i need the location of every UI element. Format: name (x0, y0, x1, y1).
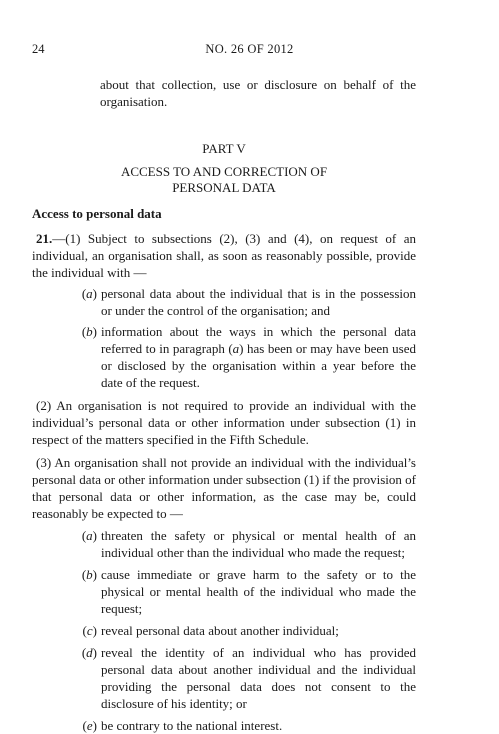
paragraph-label: (c) (82, 623, 97, 638)
paragraph-text: cause immediate or grave harm to the safety or to the physical or mental health of the individual who made the request; (101, 567, 416, 616)
part-number: PART V (202, 141, 246, 156)
paragraph-reference: a (232, 341, 240, 356)
list-item (32, 527, 416, 561)
list-item (32, 622, 416, 639)
list-item (32, 644, 416, 712)
subsection-1 (32, 230, 416, 281)
paragraph-text: threaten the safety or physical or mental health of an individual other than the individual who made the request; (101, 528, 416, 560)
section-heading: Access to personal data (32, 206, 162, 221)
page-body (32, 76, 416, 734)
continuation-text: about that collection, use or disclosure on behalf of the organisation. (100, 77, 416, 109)
act-title: NO. 26 OF 2012 (205, 42, 294, 56)
subsection-3-paragraphs (32, 527, 416, 734)
paragraph-label: (e) (82, 718, 97, 733)
paragraph-text: be contrary to the national interest. (101, 718, 283, 733)
part-title-line-2: PERSONAL DATA (172, 180, 276, 195)
paragraph-label: (b) (81, 567, 97, 582)
paragraph-text: reveal personal data about another individual; (101, 623, 339, 638)
part-title (32, 164, 416, 196)
paragraph-label: (d) (81, 645, 97, 660)
subsection-3: (3) An organisation shall not provide an individual with the individual’s personal data or other information under subsection (1) if the provision of that personal data or other information, as the case may be, could reasonably be expected to — (32, 455, 416, 521)
subsection-2: (2) An organisation is not required to provide an individual with the individual’s personal data or other information under subsection (1) in respect of the matters specified in the Fifth Schedule. (32, 398, 416, 447)
section-number: 21. (36, 231, 53, 246)
part-title-line-1: ACCESS TO AND CORRECTION OF (120, 164, 328, 179)
list-item (32, 285, 416, 319)
list-item (32, 566, 416, 617)
paragraph-text: personal data about the individual that is in the possession or under the control of the organisation; and (101, 286, 416, 318)
list-item (32, 323, 416, 391)
paragraph-label: (b) (81, 324, 97, 339)
page-number: 24 (32, 42, 45, 56)
running-header (0, 42, 499, 58)
paragraph-label: (a) (81, 528, 97, 543)
subsection-1-text: —(1) Subject to subsections (2), (3) and (4), on request of an individual, an organisation shall, as soon as reasonably possible, provide the individual with — (32, 231, 416, 280)
list-item (32, 717, 416, 734)
paragraph-text: information about the ways in which the personal data referred to in paragraph (a) has been or may have been used or disclosed by the organisation within a year before the date of the request. (101, 324, 416, 390)
paragraph-text: reveal the identity of an individual who has provided personal data about another individual and the individual providing the personal data does not consent to the disclosure of his identity; or (101, 645, 416, 711)
paragraph-label: (a) (81, 286, 97, 301)
subsection-1-paragraphs (32, 285, 416, 391)
